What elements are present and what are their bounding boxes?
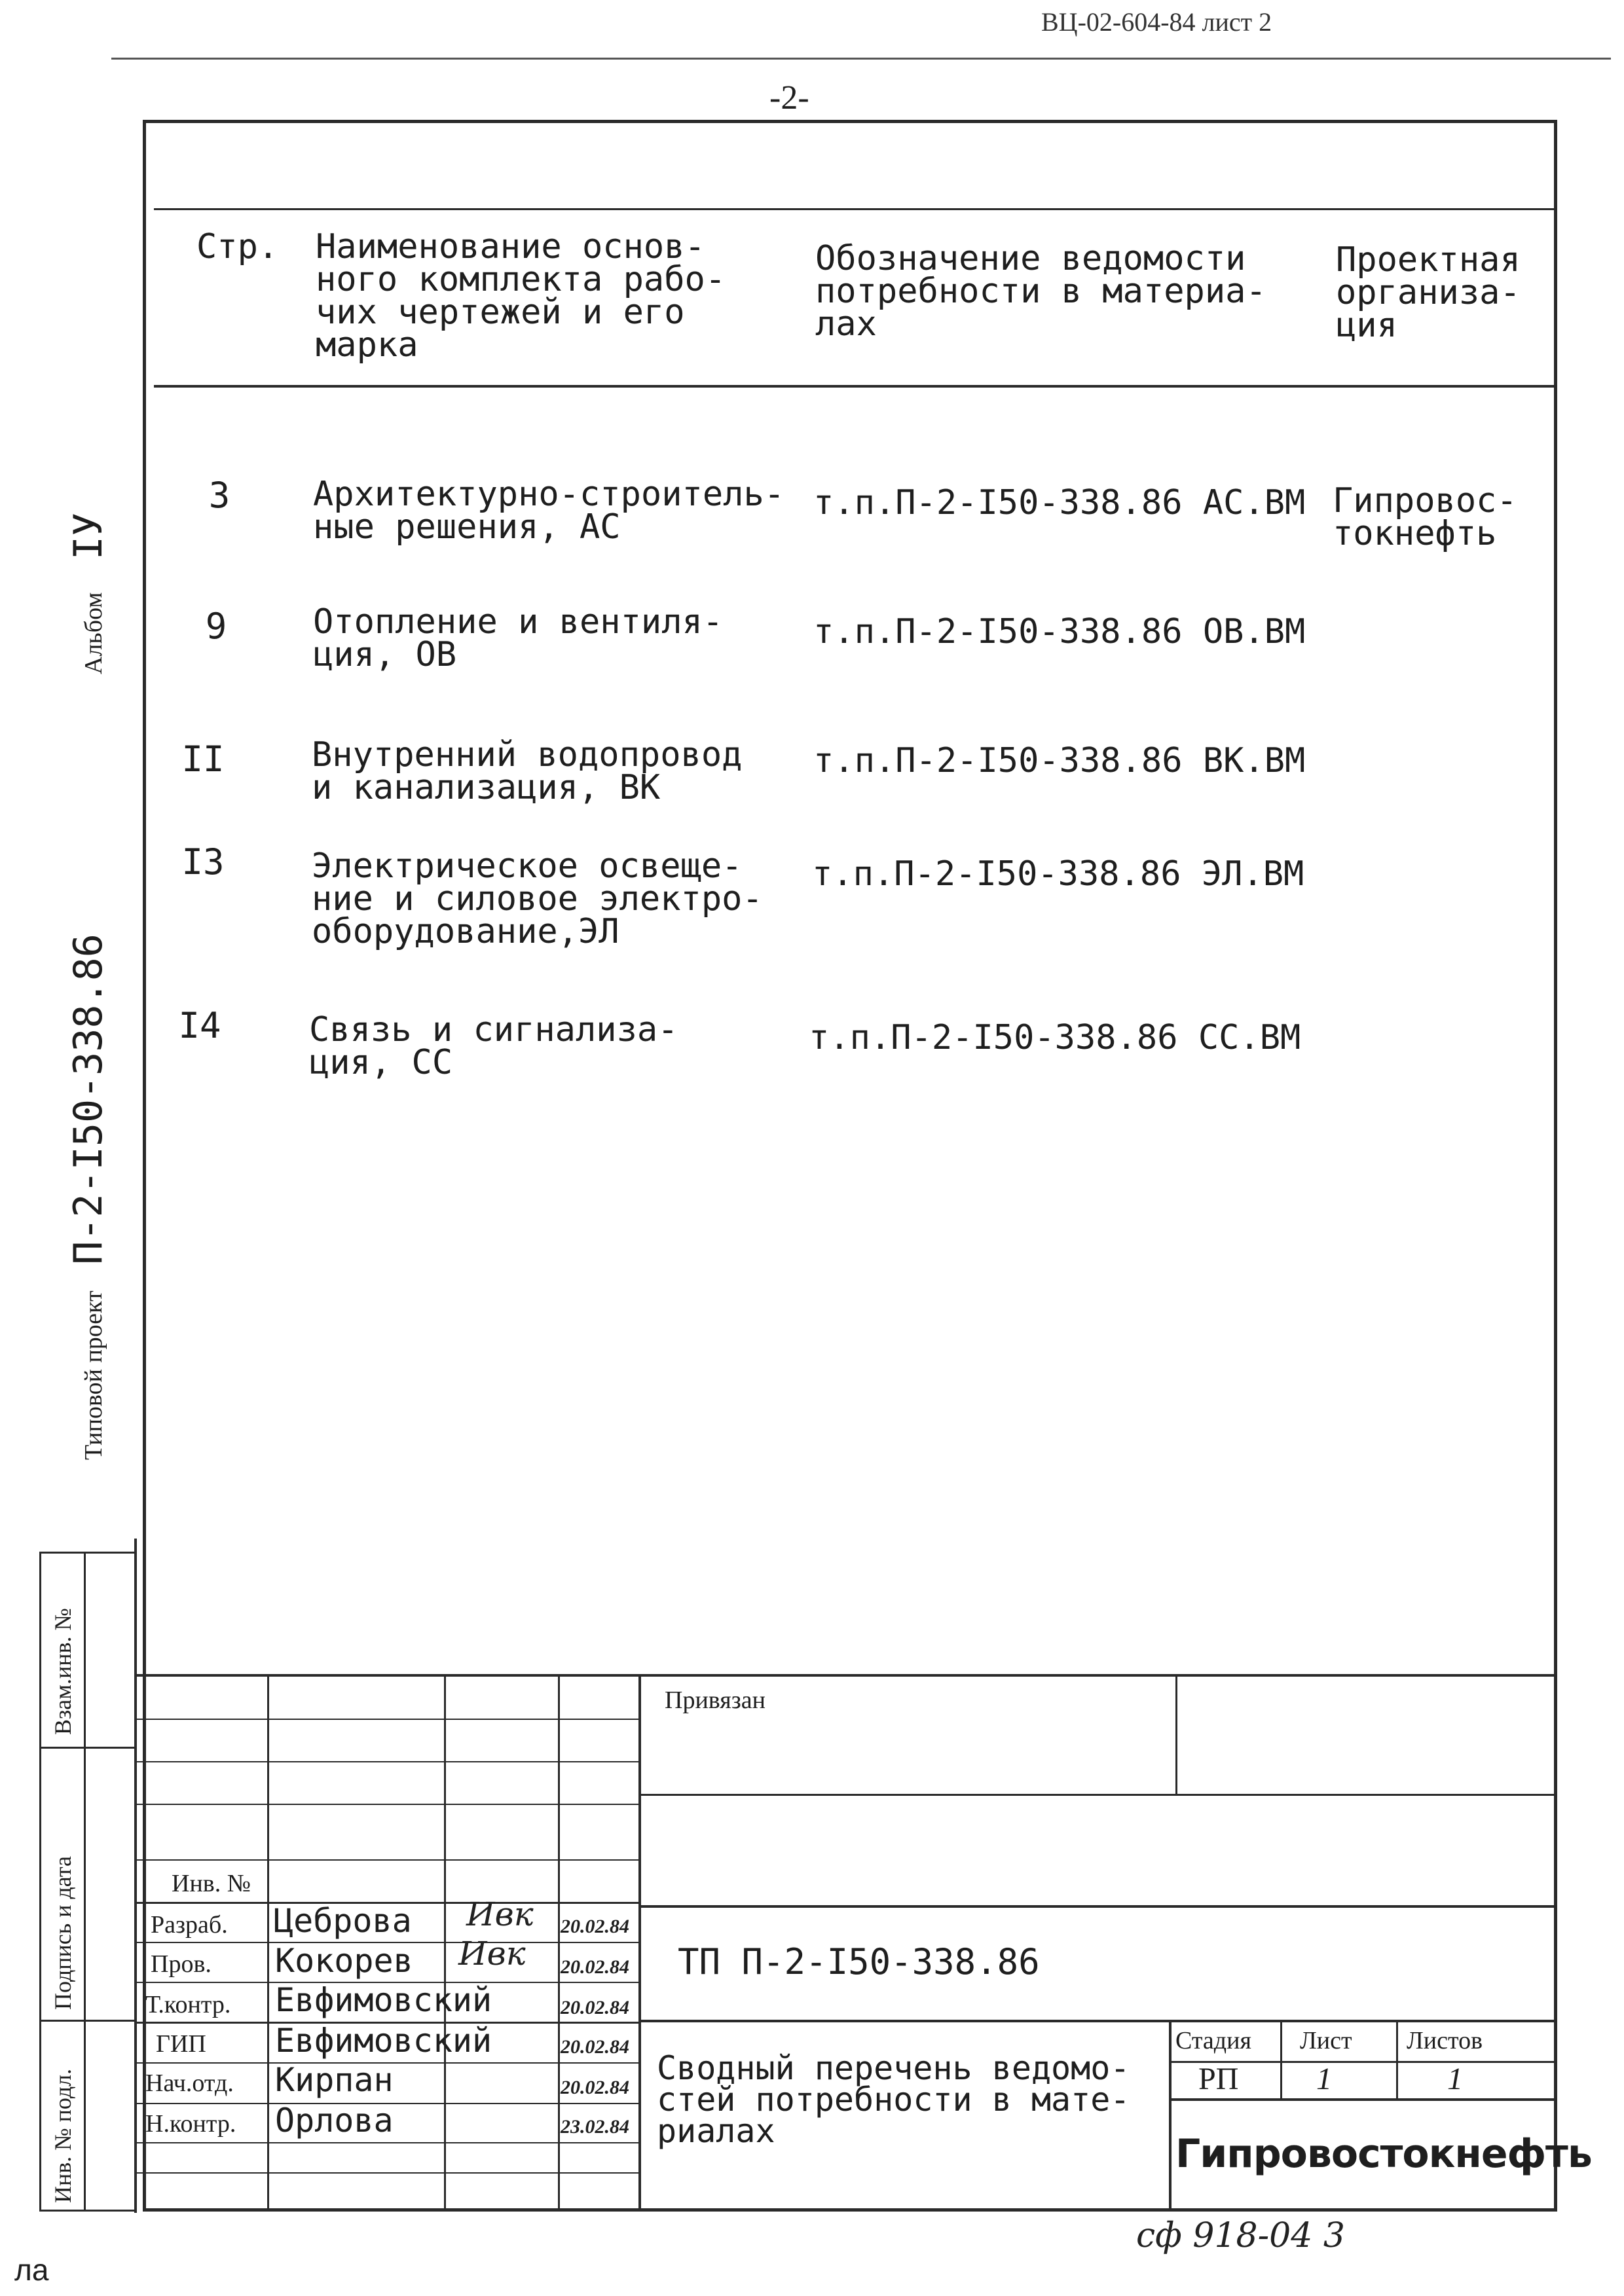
handwritten-note: сф 918-04 3 bbox=[1136, 2216, 1345, 2255]
drawing-frame bbox=[143, 120, 1557, 2212]
strip-divider-1 bbox=[39, 1747, 136, 1749]
sheet-title: Сводный перечень ведомо- стей потребности в мате- риалах bbox=[657, 2049, 1130, 2150]
row-name: Электрическое освеще- ние и силовое электро- оборудование,ЭЛ bbox=[312, 847, 763, 951]
role-label: Нач.отд. bbox=[145, 2069, 234, 2097]
person-name: Евфимовский bbox=[275, 2022, 492, 2060]
corner-text: ла bbox=[14, 2253, 49, 2287]
document-code: ВЦ-02-604-84 лист 2 bbox=[1041, 7, 1272, 37]
row-designation: т.п.П-2-І50-338.86 ОВ.ВМ bbox=[813, 612, 1306, 651]
signature: Ивк bbox=[458, 1935, 526, 1973]
sign-date: 20.02.84 bbox=[561, 1916, 629, 1937]
album-number: IУ bbox=[65, 512, 111, 560]
strip-inner-line bbox=[84, 1552, 86, 2210]
person-name: Кокорев bbox=[275, 1942, 413, 1980]
row-page: I3 bbox=[181, 841, 225, 883]
role-label: Т.контр. bbox=[145, 1991, 231, 2018]
side-label-album bbox=[65, 513, 111, 674]
sign-date: 20.02.84 bbox=[561, 1997, 629, 2018]
side-label-project bbox=[65, 934, 111, 1460]
page-number: -2- bbox=[769, 79, 809, 117]
strip-top bbox=[39, 1552, 136, 1554]
stadia-label: Стадия bbox=[1175, 2027, 1251, 2054]
list-label: Лист bbox=[1300, 2027, 1352, 2054]
side-label-podpis: Подпись и дата bbox=[50, 1856, 76, 2010]
side-label-vzam: Взам.инв. № bbox=[50, 1608, 76, 1735]
row-page: II bbox=[181, 738, 225, 780]
listov-value: 1 bbox=[1447, 2062, 1463, 2096]
stadia-value: РП bbox=[1198, 2062, 1239, 2096]
designation-code: ТП П-2-І50-338.86 bbox=[678, 1941, 1040, 1982]
row-designation: т.п.П-2-І50-338.86 АС.ВМ bbox=[813, 483, 1306, 522]
album-label: Альбом bbox=[80, 592, 107, 674]
row-page: I4 bbox=[178, 1005, 221, 1046]
top-rule bbox=[111, 58, 1611, 60]
table-top-rule bbox=[154, 208, 1555, 210]
col-header-designation: Обозначение ведомости потребности в материа- лах bbox=[815, 239, 1266, 344]
row-designation: т.п.П-2-І50-338.86 ВК.ВМ bbox=[813, 741, 1306, 780]
person-name: Цеброва bbox=[274, 1902, 412, 1940]
role-label: ГИП bbox=[156, 2030, 206, 2058]
signature: Ивк bbox=[466, 1895, 534, 1933]
sign-date: 20.02.84 bbox=[561, 2077, 629, 2098]
listov-label: Листов bbox=[1407, 2027, 1483, 2054]
row-name: Отопление и вентиля- ция, ОВ bbox=[313, 602, 724, 674]
row-designation: т.п.П-2-І50-338.86 ЭЛ.ВМ bbox=[812, 854, 1304, 894]
organization-name: Гипровостокнефть bbox=[1175, 2131, 1592, 2177]
row-name: Связь и сигнализа- ция, СС bbox=[309, 1010, 678, 1082]
role-label: Разраб. bbox=[151, 1911, 228, 1939]
role-label: Пров. bbox=[151, 1950, 212, 1978]
sign-date: 20.02.84 bbox=[561, 1956, 629, 1978]
row-page: 9 bbox=[205, 606, 227, 647]
row-organization: Гипровос- токнефть bbox=[1333, 481, 1517, 553]
inv-label: Инв. № bbox=[172, 1870, 251, 1897]
project-label: Типовой проект bbox=[80, 1290, 107, 1460]
sign-date: 23.02.84 bbox=[561, 2116, 629, 2138]
col-header-organization: Проектная организа- ция bbox=[1336, 240, 1521, 345]
row-designation: т.п.П-2-І50-338.86 СС.ВМ bbox=[809, 1018, 1301, 1057]
row-page: 3 bbox=[208, 475, 231, 516]
sign-date: 20.02.84 bbox=[561, 2036, 629, 2058]
side-label-inv-podl: Инв. № подл. bbox=[50, 2068, 76, 2203]
list-value: 1 bbox=[1316, 2062, 1332, 2096]
row-name: Архитектурно-строитель- ные решения, АС bbox=[313, 475, 785, 547]
privyazan-label: Привязан bbox=[665, 1686, 766, 1714]
col-header-name: Наименование основ- ного комплекта рабо- чих чертежей и его марка bbox=[316, 227, 726, 365]
person-name: Евфимовский bbox=[275, 1981, 492, 2019]
strip-outer-line bbox=[39, 1552, 41, 2210]
project-number: П-2-І50-338.86 bbox=[65, 934, 111, 1265]
col-header-page: Стр. bbox=[196, 227, 279, 266]
strip-bottom bbox=[39, 2210, 136, 2212]
strip-divider-2 bbox=[39, 2020, 136, 2022]
frame-left-strip bbox=[134, 1539, 137, 2213]
person-name: Орлова bbox=[275, 2102, 394, 2140]
person-name: Кирпан bbox=[275, 2061, 394, 2099]
role-label: Н.контр. bbox=[145, 2110, 236, 2138]
table-header-rule bbox=[154, 385, 1555, 388]
row-name: Внутренний водопровод и канализация, ВК bbox=[312, 735, 743, 807]
